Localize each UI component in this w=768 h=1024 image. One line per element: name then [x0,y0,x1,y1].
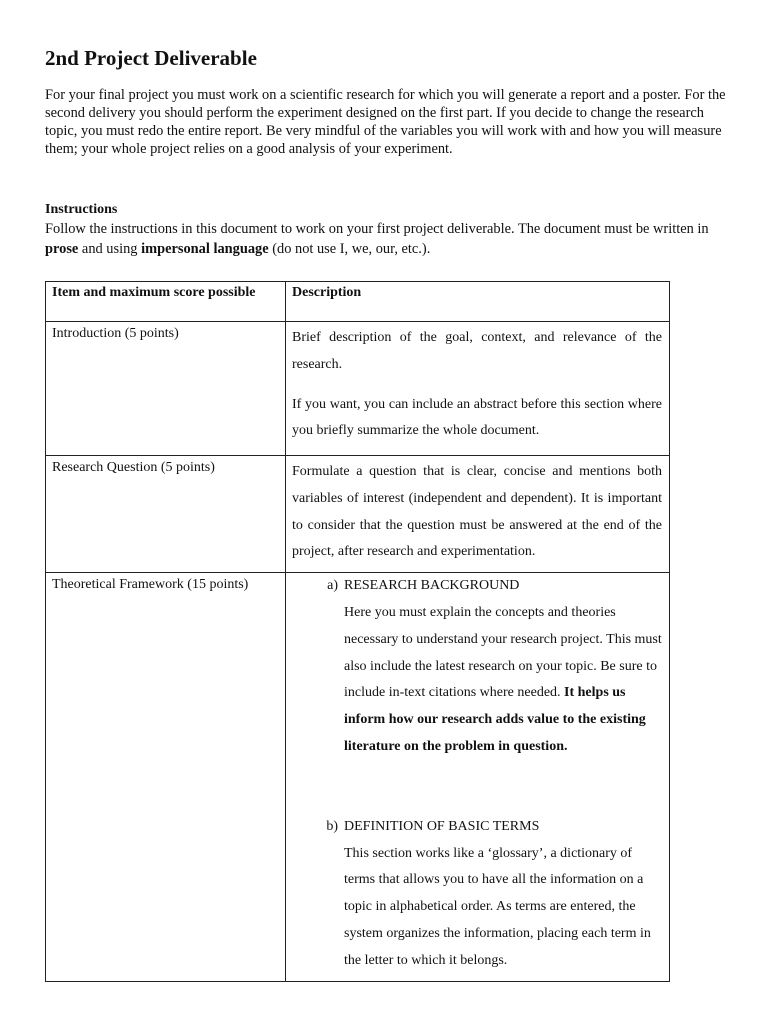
list-item-body [344,573,662,761]
list-item [292,573,662,761]
list-item-text [344,600,662,761]
instructions-paragraph [45,219,735,259]
header-description: Description [286,282,670,322]
list-item-text: This section works like a ‘glossary’, a dictionary of terms that allows you to have all the information on a topic in alphabetical order. As terms are entered, the system organizes the information, placing each term in the letter to which it belongs. [344,845,651,968]
instructions-text-1: Follow the instructions in this document to work on your first project deliverable. The document must be written in [45,221,709,237]
list-marker: b) [326,818,338,834]
instructions-bold-prose: prose [45,241,79,257]
list-item-heading: RESEARCH BACKGROUND [344,578,520,594]
row-description-theoretical-framework [286,573,670,981]
table-header-row [46,282,670,322]
list-marker: a) [327,578,338,594]
list-item-heading: DEFINITION OF BASIC TERMS [344,818,540,834]
description-paragraph: Brief description of the goal, context, and relevance of the research. [292,330,662,372]
row-description-introduction [286,322,670,456]
row-item-research-question: Research Question (5 points) [46,456,286,573]
instructions-bold-impersonal: impersonal language [141,241,269,257]
rubric-table [45,281,670,982]
document-title: 2nd Project Deliverable [45,46,257,70]
row-item-theoretical-framework: Theoretical Framework (15 points) [46,573,286,981]
table-row [46,322,670,456]
list-item-plain-text: Here you must explain the concepts and theories necessary to understand your research project. This must also include the latest research on your topic. Be sure to include in-text citations where needed. [344,604,662,701]
instructions-text-3: (do not use I, we, our, etc.). [268,241,431,257]
table-row [46,573,670,981]
instructions-heading: Instructions [45,202,118,217]
description-paragraph: If you want, you can include an abstract before this section where you briefly summarize the whole document. [292,396,662,439]
list-item-body [344,814,662,975]
row-item-introduction: Introduction (5 points) [46,322,286,456]
description-paragraph: Formulate a question that is clear, concise and mentions both variables of interest (independent and dependent). It is important to consider that the question must be answered at the end of the project, after research and experimentation. [292,464,662,560]
instructions-text-2: and using [78,241,142,257]
list-item [292,814,662,975]
header-item: Item and maximum score possible [46,282,286,322]
list-item-bold-text: It helps us inform how our research adds value to the existing literature on the problem in question. [344,685,646,754]
row-description-research-question [286,456,670,573]
intro-paragraph: For your final project you must work on a scientific research for which you will generate a report and a poster. For the second delivery you should perform the experiment designed on the first part. If you decide to change the research topic, you must redo the entire report. Be very mindful of the variables you will work with and how you will measure them; your whole project relies on a good analysis of your experiment. [45,87,726,157]
table-row [46,456,670,573]
